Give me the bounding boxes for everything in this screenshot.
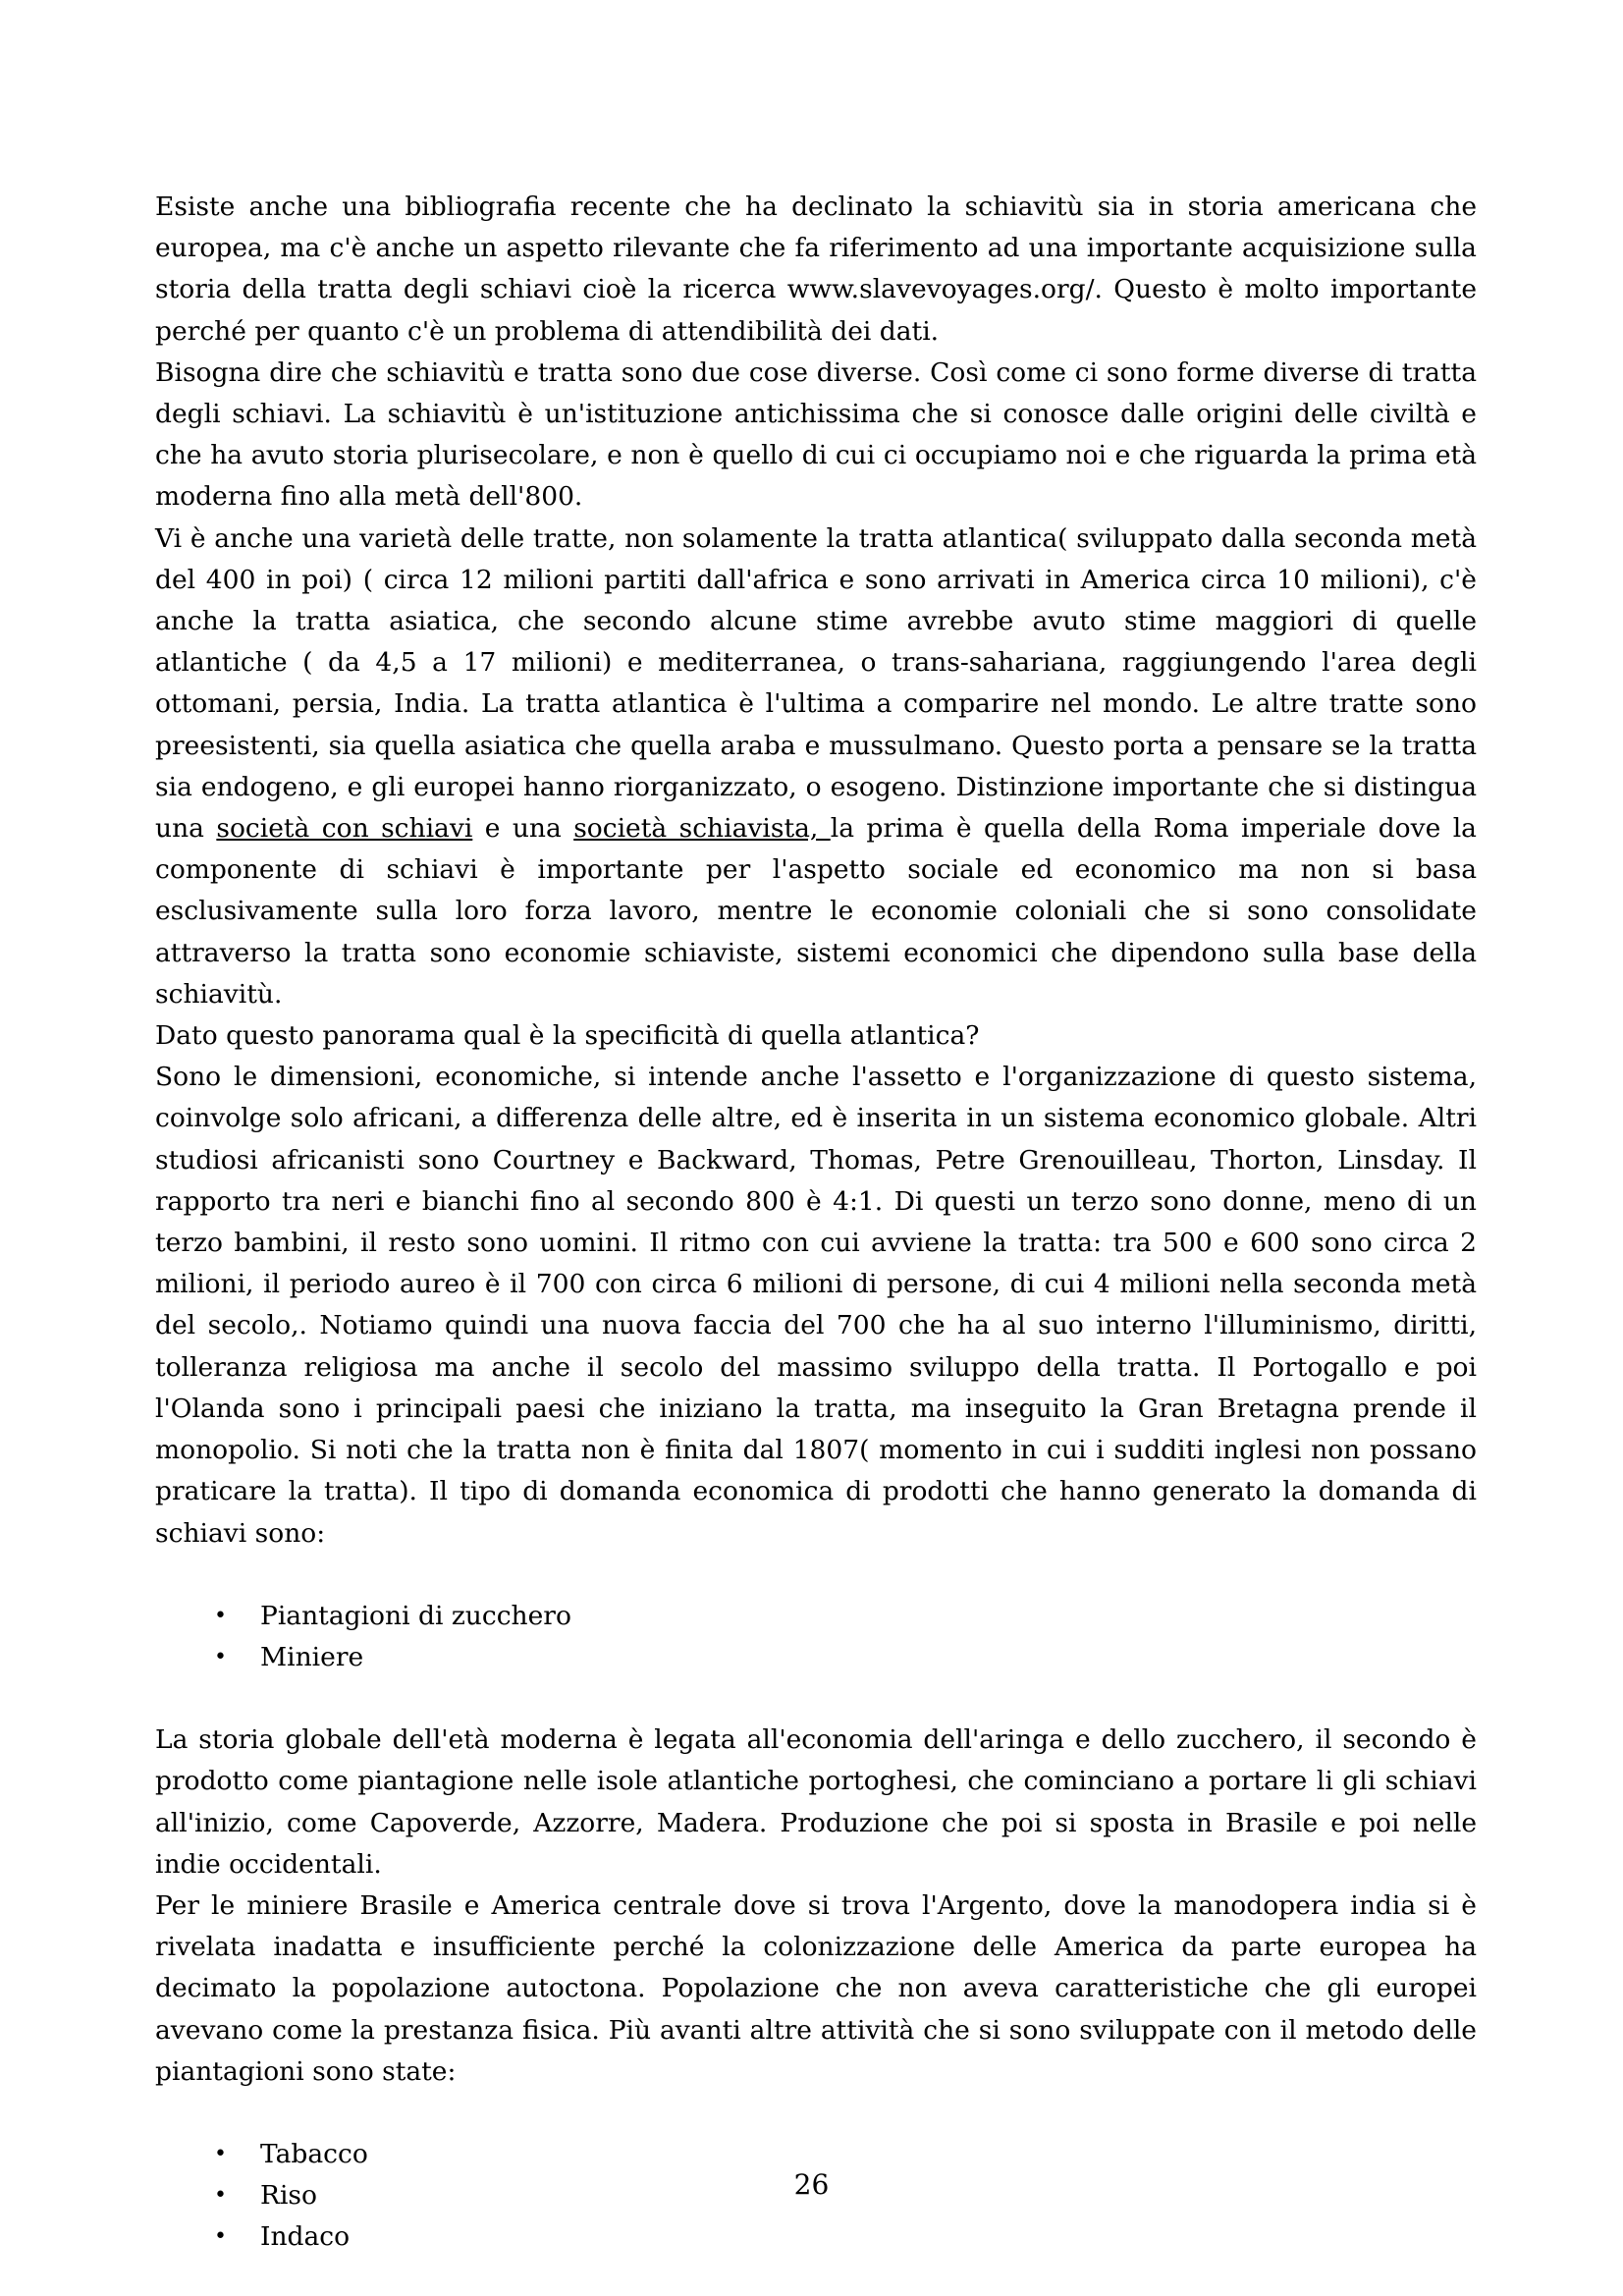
underlined-term-society-with-slaves: società con schiavi bbox=[216, 813, 473, 845]
bullet-icon: • bbox=[214, 2224, 227, 2250]
paragraph-slavery-vs-trade: Bisogna dire che schiavitù e tratta sono due cose diverse. Così come ci sono forme diverse di tratta degli schiavi. La schiavitù è un'istituzione antichissima che si conosce dalle origini delle civiltà e che ha avuto storia plurisecolare, e non è quello di cui ci occupiamo noi e che riguarda la prima età moderna fino alla metà dell'800. bbox=[155, 356, 1477, 513]
list-item-text: Indaco bbox=[260, 2221, 351, 2253]
paragraph-varieties-of-trade bbox=[155, 519, 1477, 1015]
list-item bbox=[155, 1637, 1477, 1678]
list-item bbox=[155, 1596, 1477, 1637]
spacer bbox=[155, 2093, 1477, 2134]
paragraph-bibliography: Esiste anche una bibliografia recente che ha declinato la schiavitù sia in storia americana che europea, ma c'è anche un aspetto rilevante che fa riferimento ad una importante acquisizione sulla storia della tratta degli schiavi cioè la ricerca www.slavevoyages.org/. Questo è molto importante perché per quanto c'è un problema di attendibilità dei dati. bbox=[155, 191, 1477, 347]
paragraph-dimensions: Sono le dimensioni, economiche, si intende anche l'assetto e l'organizzazione di questo sistema, coinvolge solo africani, a differenza delle altre, ed è inserita in un sistema economico globale. Altri studiosi africanisti sono Courtney e Backward, Thomas, Petre Grenouilleau, Thorton, Linsday. Il rapporto tra neri e bianchi fino al secondo 800 è 4:1. Di questi un terzo sono donne, meno di un terzo bambini, il resto sono uomini. Il ritmo con cui avviene la tratta: tra 500 e 600 sono circa 2 milioni, il periodo aureo è il 700 con circa 6 milioni di persone, di cui 4 milioni nella seconda metà del secolo,. Notiamo quindi una nuova faccia del 700 che ha al suo interno l'illuminismo, diritti, tolleranza religiosa ma anche il secolo del massimo sviluppo della tratta. Il Portogallo e poi l'Olanda sono i principali paesi che iniziano la tratta, ma inseguito la Gran Bretagna prende il monopolio. Si noti che la tratta non è finita dal 1807( momento in cui i sudditi inglesi non possano praticare la tratta). Il tipo di domanda economica di prodotti che hanno generato la domanda di schiavi sono: bbox=[155, 1062, 1477, 1549]
paragraph-mines: Per le miniere Brasile e America centrale dove si trova l'Argento, dove la manodopera india si è rivelata inadatta e insufficiente perché la colonizzazione delle America da parte europea ha decimato la popolazione autoctona. Popolazione che non aveva caratteristiche che gli europei avevano come la prestanza fisica. Più avanti altre attività che si sono sviluppate con il metodo delle piantagioni sono state: bbox=[155, 1889, 1477, 2087]
paragraph-text: Vi è anche una varietà delle tratte, non solamente la tratta atlantica( sviluppato dalla seconda metà del 400 in poi) ( circa 12 milioni partiti dall'africa e sono arrivati in America circa 10 milioni), c'è anche la tratta asiatica, che secondo alcune stime avrebbe avuto stime maggiori di quelle atlantiche ( da 4,5 a 17 milioni) e mediterranea, o trans-sahariana, raggiungendo l'area degli ottomani, persia, India. La tratta atlantica è l'ultima a comparire nel mondo. Le altre tratte sono preesistenti, sia quella asiatica che quella araba e mussulmano. Questo porta a pensare se la tratta sia endogeno, e gli europei hanno riorganizzato, o esogeno. Distinzione importante che si distingua una bbox=[155, 522, 1477, 845]
bullet-icon: • bbox=[214, 2183, 227, 2209]
page-number: 26 bbox=[793, 2168, 830, 2201]
spacer bbox=[155, 1678, 1477, 1720]
list-item-text: Riso bbox=[260, 2180, 317, 2212]
list-item-text: Tabacco bbox=[260, 2138, 368, 2169]
bullet-icon: • bbox=[214, 1644, 227, 1669]
paragraph-text: la prima è quella della Roma imperiale dove la componente di schiavi è importante per l'aspetto sociale ed economico ma non si basa esclusivamente sulla loro forza lavoro, mentre le economie coloniali che si sono consolidate attraverso la tratta sono economie schiaviste, sistemi economici che dipendono sulla base della schiavitù. bbox=[155, 813, 1477, 1010]
list-item-text: Piantagioni di zucchero bbox=[260, 1600, 571, 1631]
paragraph-question: Dato questo panorama qual è la specificità di quella atlantica? bbox=[155, 1020, 980, 1052]
list-item-text: Miniere bbox=[260, 1641, 364, 1672]
bullet-icon: • bbox=[214, 1603, 227, 1628]
underlined-term-slave-society: società schiavista, bbox=[573, 813, 831, 845]
paragraph-global-history: La storia globale dell'età moderna è legata all'economia dell'aringa e dello zucchero, il secondo è prodotto come piantagione nelle isole atlantiche portoghesi, che cominciano a portare li gli schiavi all'inizio, come Capoverde, Azzorre, Madera. Produzione che poi si sposta in Brasile e poi nelle indie occidentali. bbox=[155, 1724, 1477, 1880]
bullet-list-demand bbox=[155, 1596, 1477, 1678]
bullet-icon: • bbox=[214, 2141, 227, 2166]
paragraph-text: e una bbox=[472, 813, 574, 845]
document-body bbox=[155, 187, 1477, 2259]
list-item bbox=[155, 2216, 1477, 2258]
spacer bbox=[155, 1555, 1477, 1596]
